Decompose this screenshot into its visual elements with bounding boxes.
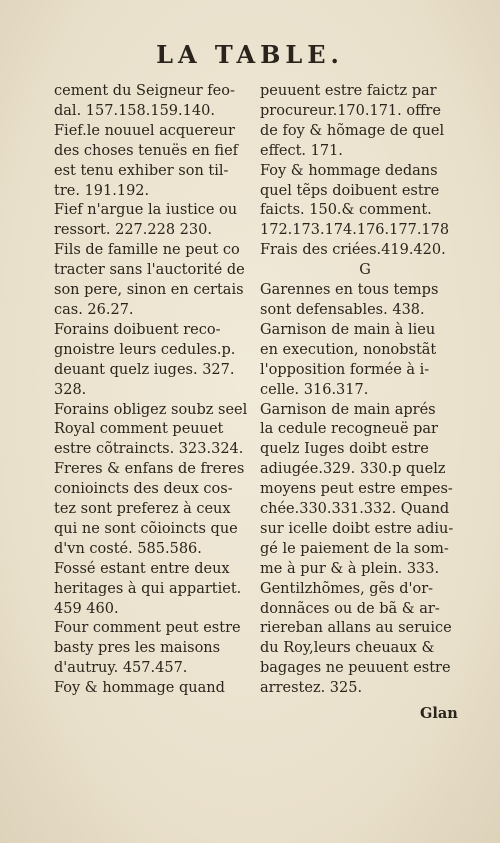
index-line: des choses tenuës en fief xyxy=(54,142,239,159)
right-column xyxy=(260,82,470,699)
index-line: gé le paiement de la som- xyxy=(260,540,449,557)
index-line: faicts. 150.& comment. xyxy=(260,202,432,219)
index-line: 328. xyxy=(54,381,87,398)
index-line: Fils de famille ne peut co xyxy=(54,242,240,259)
index-line: sur icelle doibt estre adiu- xyxy=(260,520,454,537)
index-line: tre. 191.192. xyxy=(54,182,150,199)
index-line: ressort. 227.228 230. xyxy=(54,222,212,239)
index-line: Forains doibuent reco- xyxy=(54,321,221,338)
index-line: Garennes en tous temps xyxy=(260,282,439,299)
index-line: deuant quelz iuges. 327. xyxy=(54,361,235,378)
index-line: Fief n'argue la iustice ou xyxy=(54,202,238,219)
index-line: peuuent estre faictz par xyxy=(260,83,437,99)
catchword: Glan xyxy=(420,705,458,722)
index-line: riereban allans au seruice xyxy=(260,620,452,637)
index-line: cement du Seigneur feo- xyxy=(54,83,235,99)
index-line: Foy & hommage dedans xyxy=(260,162,438,179)
index-line: son pere, sinon en certais xyxy=(54,282,244,299)
index-line: Fief.le nouuel acquereur xyxy=(54,122,235,139)
index-line: dal. 157.158.159.140. xyxy=(54,102,215,119)
index-line: me à pur & à plein. 333. xyxy=(260,560,440,577)
index-line: Royal comment peuuet xyxy=(54,421,224,438)
index-line: basty pres les maisons xyxy=(54,640,221,657)
index-line: Freres & enfans de freres xyxy=(54,461,245,478)
index-line: Fossé estant entre deux xyxy=(54,560,230,577)
index-line: 172.173.174.176.177.178 xyxy=(260,222,450,239)
index-line: adiugée.329. 330.p quelz xyxy=(260,461,446,478)
index-line: arrestez. 325. xyxy=(260,680,363,697)
index-line: 459 460. xyxy=(54,600,119,617)
index-line: chée.330.331.332. Quand xyxy=(260,501,450,518)
index-line: G xyxy=(359,262,371,279)
running-header: LA TABLE. xyxy=(156,40,344,69)
index-line: Frais des criées.419.420. xyxy=(260,242,446,259)
index-line: celle. 316.317. xyxy=(260,381,369,398)
index-line: Gentilzhõmes, gẽs d'or- xyxy=(260,580,434,597)
index-line: bagages ne peuuent estre xyxy=(260,660,451,677)
index-line: l'opposition formée à i- xyxy=(260,361,430,378)
index-line: est tenu exhiber son til- xyxy=(54,162,229,179)
left-column xyxy=(54,82,264,699)
index-line: Garnison de main à lieu xyxy=(260,321,436,338)
index-line: Forains obligez soubz seel xyxy=(54,401,248,418)
index-line: procureur.170.171. offre xyxy=(260,102,441,119)
index-line: la cedule recogneuë par xyxy=(260,421,438,438)
index-line: gnoistre leurs cedules.p. xyxy=(54,341,236,358)
index-line: tracter sans l'auctorité de xyxy=(54,262,245,279)
index-line: donnãces ou de bã & ar- xyxy=(260,600,440,617)
index-line: de foy & hõmage de quel xyxy=(260,122,445,139)
index-line: Garnison de main aprés xyxy=(260,401,436,418)
index-line: en execution, nonobstãt xyxy=(260,341,437,358)
index-line: effect. 171. xyxy=(260,142,343,159)
index-line: du Roy,leurs cheuaux & xyxy=(260,640,435,657)
index-line: quel tẽps doibuent estre xyxy=(260,182,440,199)
index-line: quelz Iuges doibt estre xyxy=(260,441,429,458)
index-line: d'autruy. 457.457. xyxy=(54,660,188,677)
index-line: heritages à qui appartiet. xyxy=(54,580,242,597)
index-line: tez sont preferez à ceux xyxy=(54,501,231,518)
index-line: qui ne sont cõioincts que xyxy=(54,520,238,537)
index-line: moyens peut estre empes- xyxy=(260,481,453,498)
index-line: d'vn costé. 585.586. xyxy=(54,540,202,557)
index-line: Foy & hommage quand xyxy=(54,680,225,697)
index-line: conioincts des deux cos- xyxy=(54,481,233,498)
index-line: estre cõtraincts. 323.324. xyxy=(54,441,244,458)
index-line: cas. 26.27. xyxy=(54,301,134,318)
index-line: Four comment peut estre xyxy=(54,620,241,637)
index-line: sont defensables. 438. xyxy=(260,301,425,318)
